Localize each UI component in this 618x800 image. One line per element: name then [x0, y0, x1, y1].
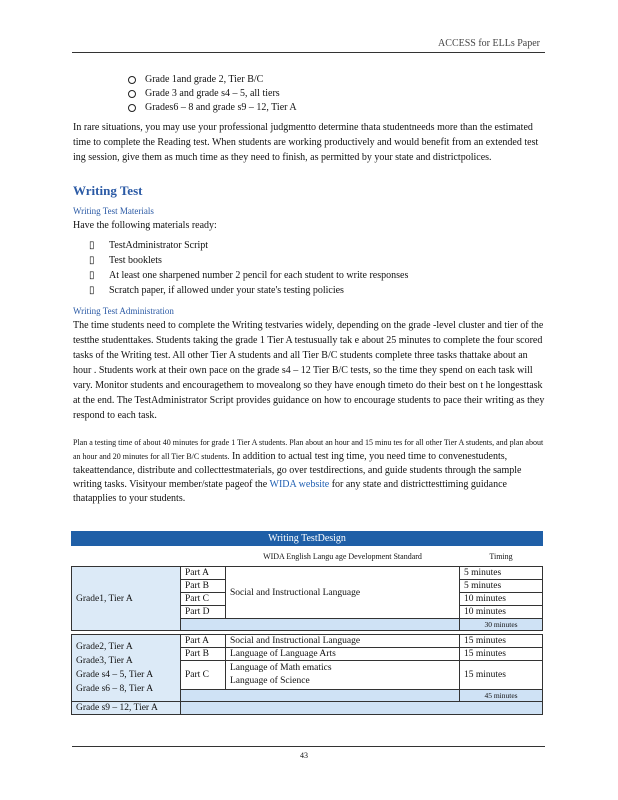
grade9-12-cell: Grade s9 – 12, Tier A [72, 702, 181, 715]
list-item: ▯ TestAdministrator Script [89, 240, 209, 251]
running-header: ACCESS for ELLs Paper [438, 38, 540, 49]
circle-bullet-icon [128, 90, 136, 98]
table-row [72, 567, 543, 580]
planning-end: for any state and districttesttiming guidance thatapplies to your students. [73, 479, 507, 504]
part-cell: Part C [181, 661, 226, 690]
administration-heading: Writing Test Administration [73, 306, 174, 316]
part-cell: Part A [181, 635, 226, 648]
timing-cell: 5 minutes [460, 580, 543, 593]
part-cell: Part A [181, 567, 226, 580]
writing-test-heading: Writing Test [73, 183, 143, 198]
timing-cell: 15 minutes [460, 661, 543, 690]
timing-cell: 5 minutes [460, 567, 543, 580]
bullet-icon: ▯ [89, 255, 95, 266]
part-cell: Part C [181, 593, 226, 606]
upper-total-cell: 45 minutes [460, 690, 543, 702]
list-item: ▯ Scratch paper, if allowed under your state's testing policies [89, 285, 344, 296]
bullet-icon: ▯ [89, 285, 95, 296]
materials-intro: Have the following materials ready: [73, 220, 217, 231]
materials-heading: Writing Test Materials [73, 206, 154, 216]
header-rule [72, 52, 545, 53]
timing-column-header: Timing [460, 546, 543, 567]
writing-test-design-table [71, 531, 543, 715]
upper-grades-cell: Grade2, Tier A Grade3, Tier A Grade s4 – 5, Tier A Grade s6 – 8, Tier A [72, 635, 181, 702]
part-cell: Part B [181, 580, 226, 593]
timing-cell: 10 minutes [460, 593, 543, 606]
circle-bullet-icon [128, 76, 136, 84]
list-item: Grade 3 and grade s4 – 5, all tiers [128, 87, 297, 101]
grade1-standard-cell: Social and Instructional Language [226, 567, 460, 619]
timing-cell: 15 minutes [460, 648, 543, 661]
page-number: 43 [300, 751, 308, 760]
table-row [72, 702, 543, 715]
timing-cell: 10 minutes [460, 606, 543, 619]
standard-column-header: WIDA English Langu age Development Standard [226, 546, 460, 567]
standard-cell: Language of Math ematics Language of Science [226, 661, 460, 690]
list-item: Grade 1and grade 2, Tier B/C [128, 73, 297, 87]
grade1-total-cell: 30 minutes [460, 619, 543, 631]
part-cell: Part D [181, 606, 226, 619]
list-item: ▯ Test booklets [89, 255, 162, 266]
bullet-icon: ▯ [89, 270, 95, 281]
standard-cell: Social and Instructional Language [226, 635, 460, 648]
rare-situations-paragraph: In rare situations, you may use your professional judgmentto determine thata studentneeds more than the estimated time to complete the Reading test. When students are working productively and would benefit from an extended test ing session, give them as much time as they need to finish, as permitted by your state and districtpolices. [73, 122, 539, 163]
standard-cell: Language of Language Arts [226, 648, 460, 661]
materials-list [89, 238, 408, 298]
table-title: Writing TestDesign [72, 532, 543, 546]
part-cell: Part B [181, 648, 226, 661]
footer-rule [72, 746, 545, 747]
tier-list [128, 73, 297, 115]
planning-paragraph [73, 436, 545, 506]
grade1-cell: Grade1, Tier A [72, 567, 181, 631]
planning-text: In addition to actual test ing time, you need time to convenestudents, takeattendance, distribute and collecttestmaterials, go over testdirections, and guide students through the sample writing tasks. Visityour member/state pageof the [73, 451, 522, 490]
list-item: Grades6 – 8 and grade s9 – 12, Tier A [128, 101, 297, 115]
bullet-icon: ▯ [89, 240, 95, 251]
wida-website-link[interactable]: WIDA website [269, 479, 330, 490]
table-row [72, 635, 543, 648]
list-item: ▯ At least one sharpened number 2 pencil for each student to write responses [89, 270, 409, 281]
timing-cell: 15 minutes [460, 635, 543, 648]
administration-paragraph: The time students need to complete the Writing testvaries widely, depending on the grade -level cluster and tier of the testthe studenttakes. Students taking the grade 1 Tier A testusually tak e about 25 minutes to complete the four scored tasks of the Writing test. All other Tier A students and all Tier B/C students complete three tasks thattake about an hour . Students work at their own pace on the grade s4 – 12 Tier B/C tests, so the time they spend on each task will vary. Monitor students and encouragethem to movealong so they have enough timeto do their best on t he longesttask at the end. The TestAdministrator Script provides guidance on how to encourage students to pace their writing as they respond to each task. [73, 320, 545, 421]
circle-bullet-icon [128, 104, 136, 112]
planning-lead: Plan a testing time of about 40 minutes for grade 1 Tier A students. Plan about an hour and 15 minu tes for all other Tier A students, and plan about an hour and 20 minutes for all Tier B/C students. [73, 438, 544, 461]
